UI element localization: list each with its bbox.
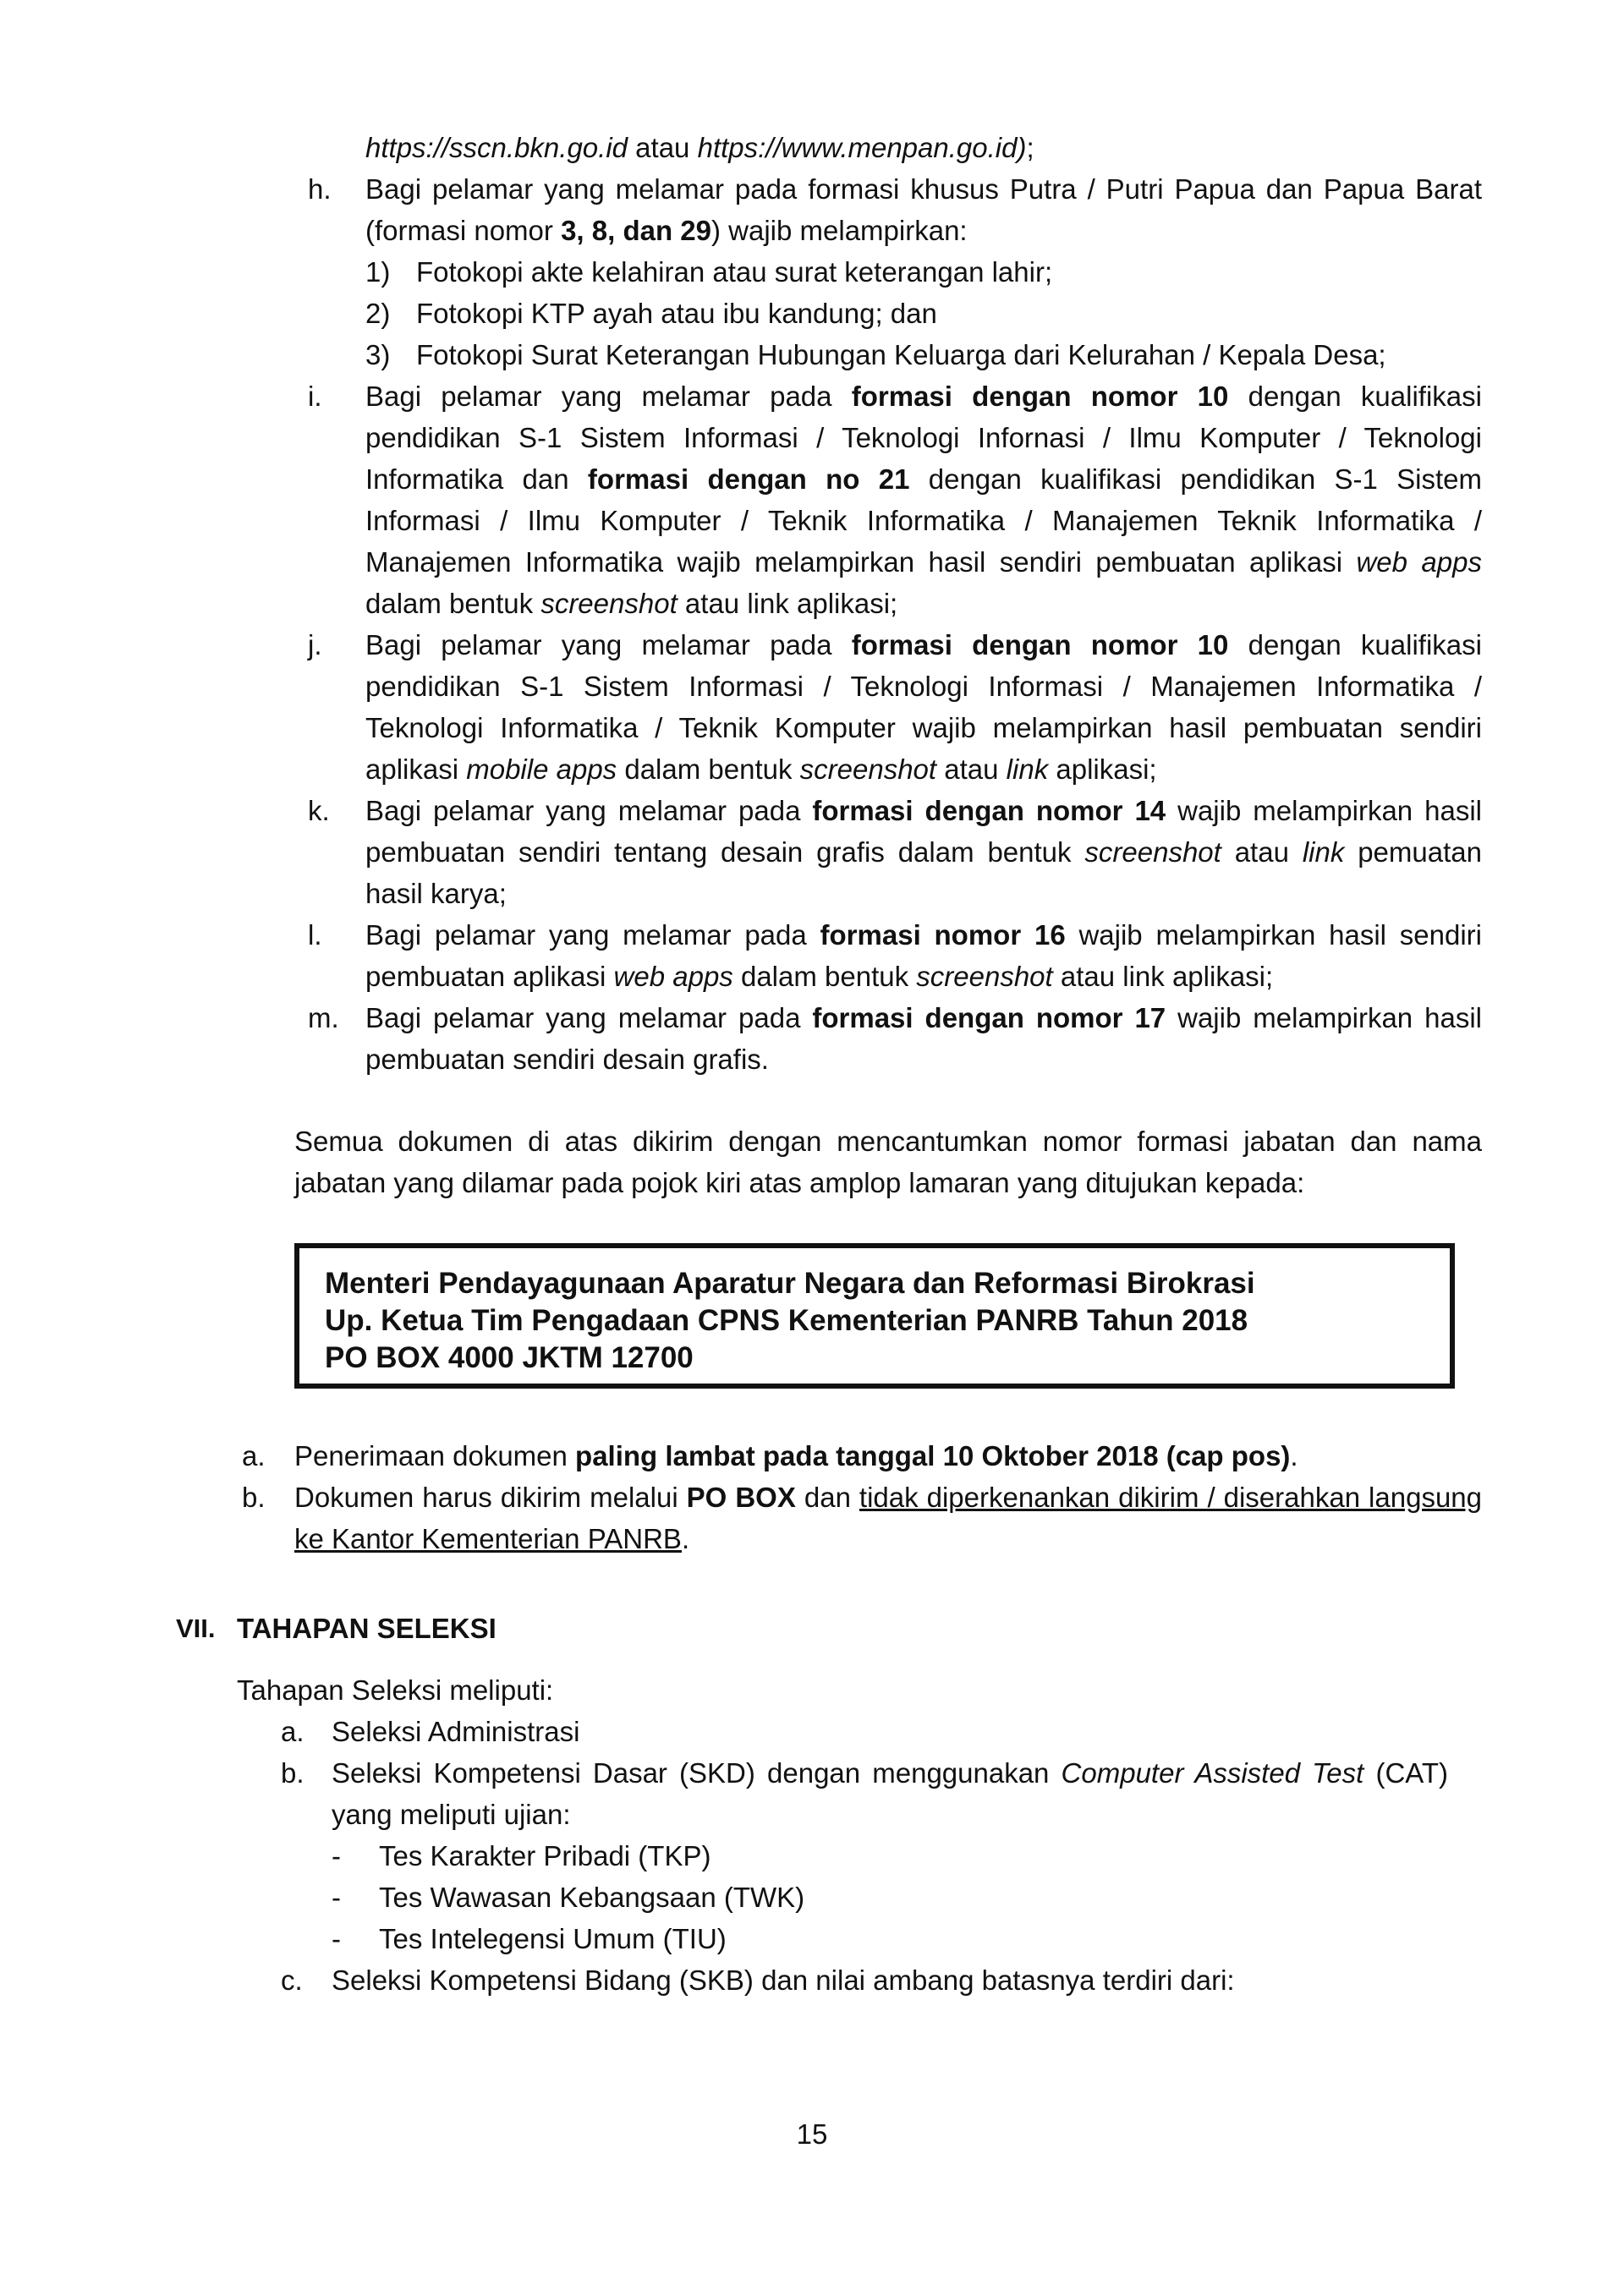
item-h-label: h. xyxy=(308,173,332,205)
link-menpan[interactable]: https://www.menpan.go.id) xyxy=(697,132,1027,163)
test-bullet: - xyxy=(332,1840,341,1871)
test-bullet: - xyxy=(332,1923,341,1954)
page-number: 15 xyxy=(796,2118,828,2150)
item-h-sub1-label: 1) xyxy=(365,256,391,288)
item-m-text: Bagi pelamar yang melamar pada formasi dengan nomor 17 wajib melampirkan hasil pembuatan sendiri desain grafis. xyxy=(365,1002,1482,1075)
test-item-tkp: Tes Karakter Pribadi (TKP) xyxy=(379,1840,711,1871)
section-intro: Tahapan Seleksi meliputi: xyxy=(237,1674,554,1706)
section-title: TAHAPAN SELEKSI xyxy=(237,1613,497,1644)
stage-b-text: Seleksi Kompetensi Dasar (SKD) dengan menggunakan Computer Assisted Test (CAT) yang meliputi ujian: xyxy=(332,1757,1448,1830)
note-b-text: Dokumen harus dikirim melalui PO BOX dan tidak diperkenankan dikirim / diserahkan langsung ke Kantor Kementerian PANRB. xyxy=(294,1482,1483,1554)
item-j-label: j. xyxy=(308,629,322,660)
item-l-text: Bagi pelamar yang melamar pada formasi nomor 16 wajib melampirkan hasil sendiri pembuatan aplikasi web apps dalam bentuk screenshot atau link aplikasi; xyxy=(365,919,1482,992)
item-l-label: l. xyxy=(308,919,322,951)
item-h-text: Bagi pelamar yang melamar pada formasi khusus Putra / Putri Papua dan Papua Barat (formasi nomor 3, 8, dan 29) wajib melampirkan: xyxy=(365,173,1482,246)
item-h-sub2-text: Fotokopi KTP ayah atau ibu kandung; dan xyxy=(416,298,937,329)
note-a-text: Penerimaan dokumen paling lambat pada tanggal 10 Oktober 2018 (cap pos). xyxy=(294,1440,1298,1471)
item-m-label: m. xyxy=(308,1002,339,1033)
item-i-text: Bagi pelamar yang melamar pada formasi dengan nomor 10 dengan kualifikasi pendidikan S-1 Sistem Informasi / Teknologi Infornasi / Ilmu Komputer / Teknologi Informatika dan formasi dengan no 21 dengan kualifikasi pendidikan S-1 Sistem Informasi / Ilmu Komputer / Teknik Informatika / Manajemen Teknik Informatika / Manajemen Informatika wajib melampirkan hasil sendiri pembuatan aplikasi web apps dalam bentuk screenshot atau link aplikasi; xyxy=(365,381,1483,619)
address-line-2: Up. Ketua Tim Pengadaan CPNS Kementerian PANRB Tahun 2018 xyxy=(325,1304,1248,1337)
item-j-text: Bagi pelamar yang melamar pada formasi dengan nomor 10 dengan kualifikasi pendidikan S-1 Sistem Informasi / Teknologi Informasi / Manajemen Informatika / Teknologi Informatika / Teknik Komputer wajib melampirkan hasil pembuatan sendiri aplikasi mobile apps dalam bentuk screenshot atau link aplikasi; xyxy=(365,629,1482,785)
stage-a-label: a. xyxy=(281,1716,304,1747)
test-bullet: - xyxy=(332,1882,341,1913)
item-i-label: i. xyxy=(308,381,322,412)
link-sscn[interactable]: https://sscn.bkn.go.id xyxy=(365,132,628,163)
test-item-tiu: Tes Intelegensi Umum (TIU) xyxy=(379,1923,727,1954)
address-line-3: PO BOX 4000 JKTM 12700 xyxy=(325,1341,694,1374)
stage-c-text: Seleksi Kompetensi Bidang (SKB) dan nilai ambang batasnya terdiri dari: xyxy=(332,1964,1235,1996)
note-a-label: a. xyxy=(242,1440,266,1471)
note-b-label: b. xyxy=(242,1482,266,1513)
item-k-text: Bagi pelamar yang melamar pada formasi dengan nomor 14 wajib melampirkan hasil pembuatan sendiri tentang desain grafis dalam bentuk screenshot atau link pemuatan hasil karya; xyxy=(365,795,1482,909)
item-h-sub3-label: 3) xyxy=(365,339,391,370)
item-h-sub3-text: Fotokopi Surat Keterangan Hubungan Keluarga dari Kelurahan / Kepala Desa; xyxy=(416,339,1386,370)
address-box xyxy=(294,1243,1455,1389)
documents-note: Semua dokumen di atas dikirim dengan mencantumkan nomor formasi jabatan dan nama jabatan yang dilamar pada pojok kiri atas amplop lamaran yang ditujukan kepada: xyxy=(294,1126,1482,1198)
item-h-sub1-text: Fotokopi akte kelahiran atau surat keterangan lahir; xyxy=(416,256,1053,288)
item-k-label: k. xyxy=(308,795,330,826)
stage-b-label: b. xyxy=(281,1757,304,1789)
stage-c-label: c. xyxy=(281,1964,303,1996)
test-item-twk: Tes Wawasan Kebangsaan (TWK) xyxy=(379,1882,805,1913)
address-line-1: Menteri Pendayagunaan Aparatur Negara dan Reformasi Birokrasi xyxy=(325,1267,1255,1300)
continuation-line: https://sscn.bkn.go.id atau https://www.menpan.go.id); xyxy=(365,132,1034,163)
stage-a-text: Seleksi Administrasi xyxy=(332,1716,580,1747)
section-number: VII. xyxy=(176,1614,216,1643)
item-h-sub2-label: 2) xyxy=(365,298,391,329)
